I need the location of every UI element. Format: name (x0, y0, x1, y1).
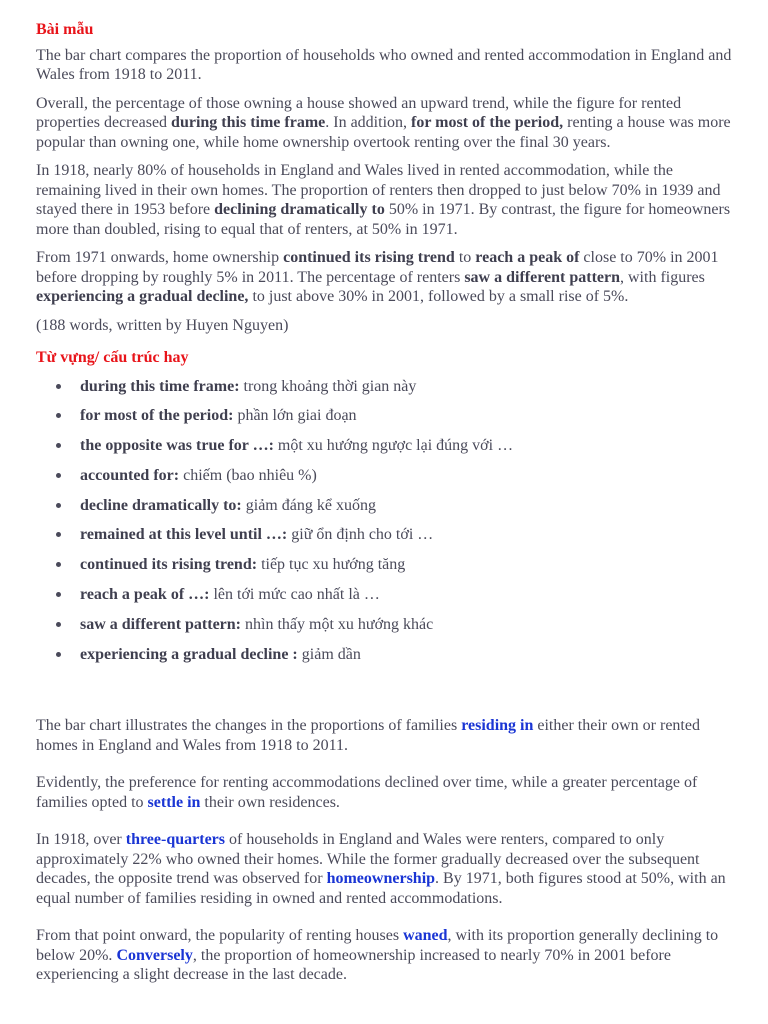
second-essay (36, 716, 732, 985)
text-span: of households in England and Wales were renters, compared to only approximately 22% who owned their homes. While the former gradually decreased over the subsequent decades, the opposite trend was observed for (36, 831, 700, 888)
vocab-meaning: phần lớn giai đoạn (233, 407, 357, 425)
text-span: 50% in 1971. By contrast, the figure for homeowners more than doubled, rising to equal that of renters, at 50% in 1971. (36, 201, 731, 238)
vocab-meaning: giảm dần (297, 645, 361, 663)
essay-overview-paragraph (36, 773, 732, 812)
highlighted-phrase: residing in (461, 717, 534, 735)
vocab-term: for most of the period: (80, 407, 234, 425)
vocab-item (80, 466, 732, 496)
vocab-term: during this time frame: (80, 377, 240, 395)
text-span: In 1918, over (36, 831, 126, 849)
text-span: either their own or rented homes in England and Wales from 1918 to 2011. (36, 717, 700, 754)
word-count-note: (188 words, written by Huyen Nguyen) (36, 316, 289, 334)
vocab-meaning: lên tới mức cao nhất là … (209, 586, 380, 604)
vocab-item (80, 555, 732, 585)
bold-phrase: saw a different pattern (464, 268, 620, 286)
vocab-term: experiencing a gradual decline : (80, 645, 298, 663)
vocab-term: continued its rising trend: (80, 556, 258, 574)
text-span: to (454, 249, 476, 266)
text-span: . In addition, (325, 114, 412, 131)
vocab-item (80, 406, 732, 436)
vocab-item (80, 585, 732, 615)
vocab-term: decline dramatically to: (80, 496, 242, 514)
essay-intro-paragraph (36, 716, 732, 755)
vocab-meaning: chiếm (bao nhiêu %) (179, 466, 317, 484)
essay-body-paragraph-1 (36, 830, 732, 908)
highlighted-phrase: waned (403, 927, 448, 945)
text-span: Evidently, the preference for renting accommodations declined over time, while a greater percentage of families opted to (36, 774, 698, 811)
sample-body-paragraph-1 (36, 161, 732, 239)
text-span: From that point onward, the popularity of renting houses (36, 927, 404, 945)
vocab-item (80, 615, 732, 645)
vocab-meaning: giữ ổn định cho tới … (287, 526, 434, 544)
vocab-item (80, 645, 732, 675)
sample-body-paragraph-2 (36, 248, 732, 307)
vocab-term: the opposite was true for …: (80, 437, 274, 455)
bold-phrase: experiencing a gradual decline, (36, 288, 249, 305)
sample-overview-paragraph (36, 94, 732, 153)
sample-heading: Bài mẫu (36, 21, 94, 38)
bold-phrase: during this time frame (171, 114, 326, 131)
highlighted-phrase: homeownership (326, 870, 436, 888)
highlighted-phrase: settle in (147, 793, 201, 811)
text-span: renting a house was more popular than owning one, while home ownership overtook renting over the final 30 years. (36, 114, 731, 151)
text-span: Overall, the percentage of those owning a house showed an upward trend, while the figure for rented properties decreased (36, 94, 682, 131)
vocab-meaning: trong khoảng thời gian này (239, 377, 417, 395)
highlighted-phrase: three-quarters (125, 831, 225, 849)
bold-phrase: for most of the period, (411, 114, 564, 131)
vocab-item (80, 436, 732, 466)
text-span: The bar chart illustrates the changes in the proportions of families (36, 717, 462, 735)
vocab-meaning: giảm đáng kể xuống (241, 496, 376, 514)
text-span: close to 70% in 2001 before dropping by roughly 5% in 2011. The percentage of renters (36, 249, 719, 286)
vocab-term: remained at this level until …: (80, 526, 288, 544)
vocab-item (80, 377, 732, 407)
vocab-term: reach a peak of …: (80, 586, 210, 604)
text-span: , with its proportion generally declining to below 20%. (36, 927, 719, 964)
bold-phrase: declining dramatically to (214, 201, 385, 218)
text-span: From 1971 onwards, home ownership (36, 249, 284, 266)
text-span: , with figures (620, 268, 705, 286)
vocab-item (80, 525, 732, 555)
vocabulary-list (36, 377, 732, 675)
vocab-term: saw a different pattern: (80, 615, 242, 633)
text-span: . By 1971, both figures stood at 50%, with an equal number of families residing in owned and rented accommodations. (36, 870, 726, 907)
vocab-item (80, 496, 732, 526)
vocab-meaning: tiếp tục xu hướng tăng (257, 556, 406, 574)
bold-phrase: reach a peak of (475, 249, 580, 266)
bold-phrase: continued its rising trend (283, 249, 455, 266)
text-span: In 1918, nearly 80% of households in England and Wales lived in rented accommodation, while the remaining lived in their own homes. The proportion of renters then dropped to just below 70% in 1939 and stayed there in 1953 before (36, 162, 721, 218)
sample-intro-paragraph: The bar chart compares the proportion of households who owned and rented accommodation in England and Wales from 1918 to 2011. (36, 46, 732, 83)
highlighted-phrase: Conversely (116, 946, 193, 964)
text-span: to just above 30% in 2001, followed by a small rise of 5%. (248, 288, 629, 305)
vocabulary-heading: Từ vựng/ cấu trúc hay (36, 349, 189, 366)
vocab-term: accounted for: (80, 466, 180, 484)
vocab-meaning: một xu hướng ngược lại đúng với … (273, 437, 514, 455)
essay-body-paragraph-2 (36, 926, 732, 985)
vocab-meaning: nhìn thấy một xu hướng khác (241, 615, 434, 633)
text-span: their own residences. (200, 793, 340, 811)
text-span: , the proportion of homeownership increased to nearly 70% in 2001 before experiencing a slight decrease in the last decade. (36, 946, 671, 984)
